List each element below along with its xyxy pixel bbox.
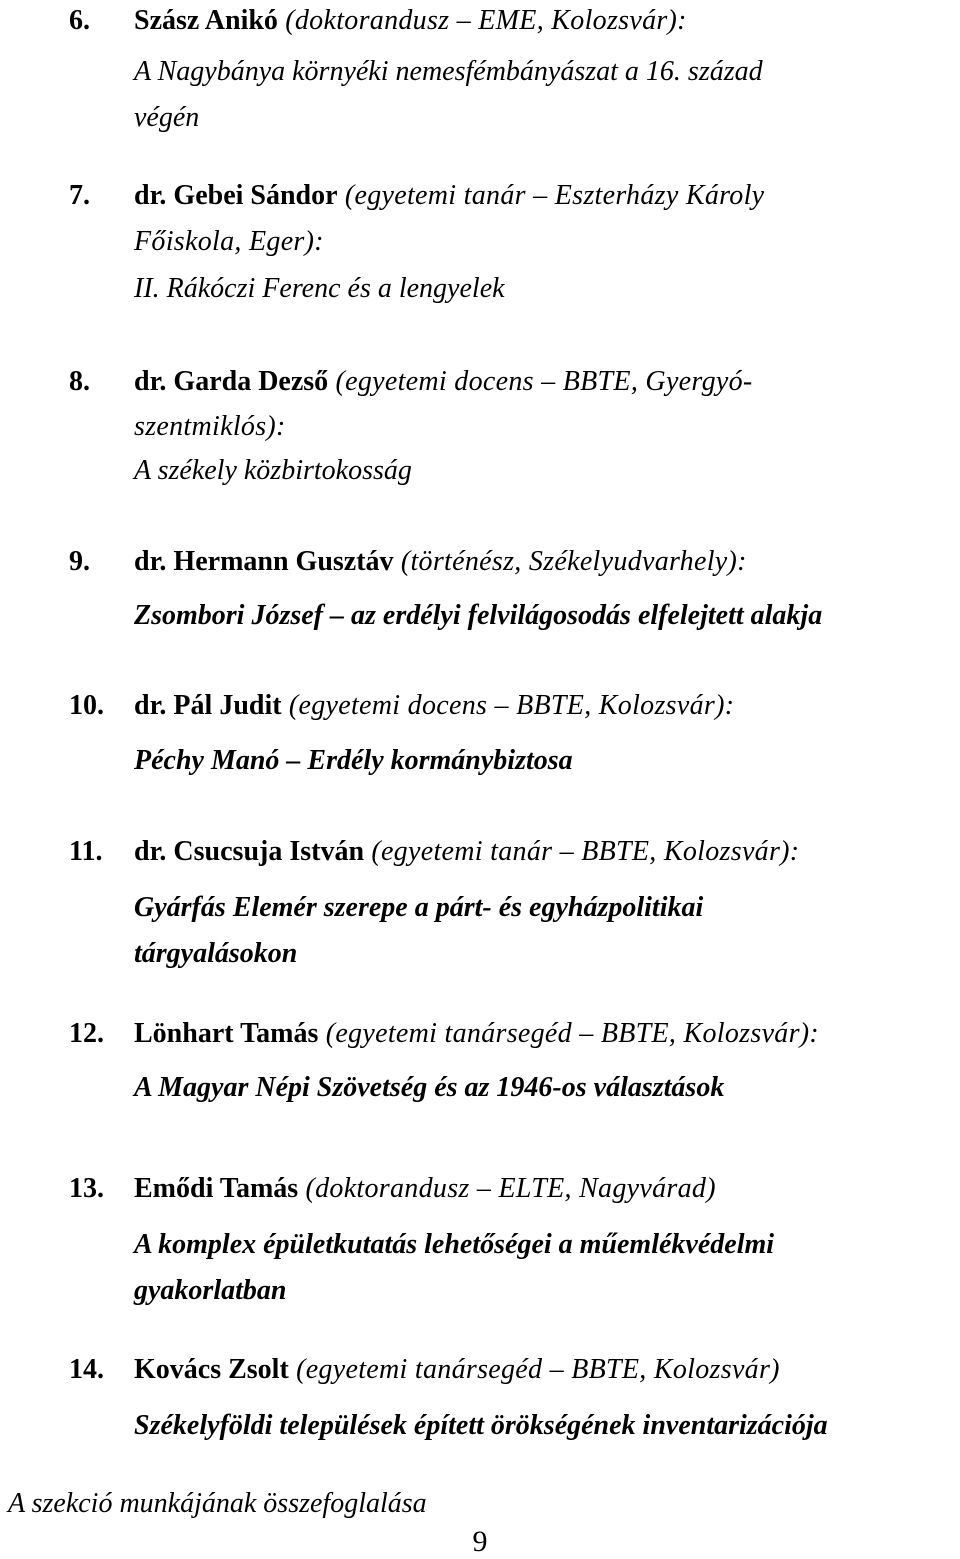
speaker-name: Szász Anikó bbox=[134, 5, 278, 36]
speaker-affiliation: (történész, Székelyudvarhely): bbox=[393, 546, 747, 577]
speaker-affiliation: (egyetemi docens – BBTE, Kolozsvár): bbox=[281, 690, 735, 721]
speaker-name: Lönhart Tamás bbox=[134, 1018, 319, 1049]
speaker-line bbox=[134, 1172, 716, 1206]
speaker-line bbox=[134, 179, 764, 213]
speaker-name: dr. Gebei Sándor bbox=[134, 180, 338, 211]
talk-title: Székelyföldi települések épített örökségének inventarizációja bbox=[134, 1410, 828, 1441]
talk-title-cont: gyakorlatban bbox=[134, 1275, 287, 1306]
talk-title: A Magyar Népi Szövetség és az 1946-os választások bbox=[134, 1072, 725, 1103]
speaker-line bbox=[134, 835, 799, 869]
talk-title-cont: végén bbox=[134, 102, 200, 133]
speaker-name: dr. Csucsuja István bbox=[134, 836, 365, 867]
speaker-line bbox=[134, 4, 687, 38]
speaker-affiliation: (egyetemi tanár – BBTE, Kolozsvár): bbox=[364, 836, 800, 867]
speaker-affiliation: (egyetemi tanársegéd – BBTE, Kolozsvár): bbox=[318, 1018, 820, 1049]
speaker-line bbox=[134, 689, 734, 723]
talk-title: A székely közbirtokosság bbox=[134, 455, 412, 486]
item-number: 10. bbox=[69, 690, 104, 721]
item-number: 11. bbox=[69, 836, 103, 867]
talk-title: Zsombori József – az erdélyi felvilágosodás elfelejtett alakja bbox=[134, 600, 823, 631]
page-number: 9 bbox=[472, 1525, 488, 1558]
speaker-name: dr. Hermann Gusztáv bbox=[134, 546, 394, 577]
speaker-affiliation: (doktorandusz – ELTE, Nagyvárad) bbox=[298, 1173, 716, 1204]
speaker-line bbox=[134, 545, 747, 579]
talk-title: II. Rákóczi Ferenc és a lengyelek bbox=[134, 273, 505, 304]
item-number: 6. bbox=[69, 5, 90, 36]
item-number: 7. bbox=[69, 180, 90, 211]
item-number: 14. bbox=[69, 1354, 104, 1385]
speaker-name: dr. Pál Judit bbox=[134, 690, 282, 721]
speaker-affiliation: (doktorandusz – EME, Kolozsvár): bbox=[277, 5, 687, 36]
speaker-name: dr. Garda Dezső bbox=[134, 366, 329, 397]
speaker-affiliation: (egyetemi docens – BBTE, Gyergyó- bbox=[328, 366, 753, 397]
speaker-affiliation: (egyetemi tanársegéd – BBTE, Kolozsvár) bbox=[288, 1354, 780, 1385]
speaker-line bbox=[134, 1353, 780, 1387]
item-number: 12. bbox=[69, 1018, 104, 1049]
speaker-affiliation-cont: szentmiklós): bbox=[134, 411, 286, 442]
talk-title: Péchy Manó – Erdély kormánybiztosa bbox=[134, 745, 573, 776]
item-number: 13. bbox=[69, 1173, 104, 1204]
talk-title: A Nagybánya környéki nemesfémbányászat a 16. század bbox=[134, 56, 763, 87]
item-number: 8. bbox=[69, 366, 90, 397]
speaker-name: Kovács Zsolt bbox=[134, 1354, 289, 1385]
speaker-name: Emődi Tamás bbox=[134, 1173, 299, 1204]
speaker-affiliation: (egyetemi tanár – Eszterházy Károly bbox=[337, 180, 765, 211]
speaker-line bbox=[134, 1017, 819, 1051]
item-number: 9. bbox=[69, 546, 90, 577]
talk-title: Gyárfás Elemér szerepe a párt- és egyházpolitikai bbox=[134, 892, 704, 923]
talk-title-cont: tárgyalásokon bbox=[134, 938, 298, 969]
speaker-line bbox=[134, 365, 753, 399]
talk-title: A komplex épületkutatás lehetőségei a műemlékvédelmi bbox=[134, 1229, 775, 1260]
section-summary: A szekció munkájának összefoglalása bbox=[8, 1488, 427, 1519]
speaker-affiliation-cont: Főiskola, Eger): bbox=[134, 226, 324, 257]
